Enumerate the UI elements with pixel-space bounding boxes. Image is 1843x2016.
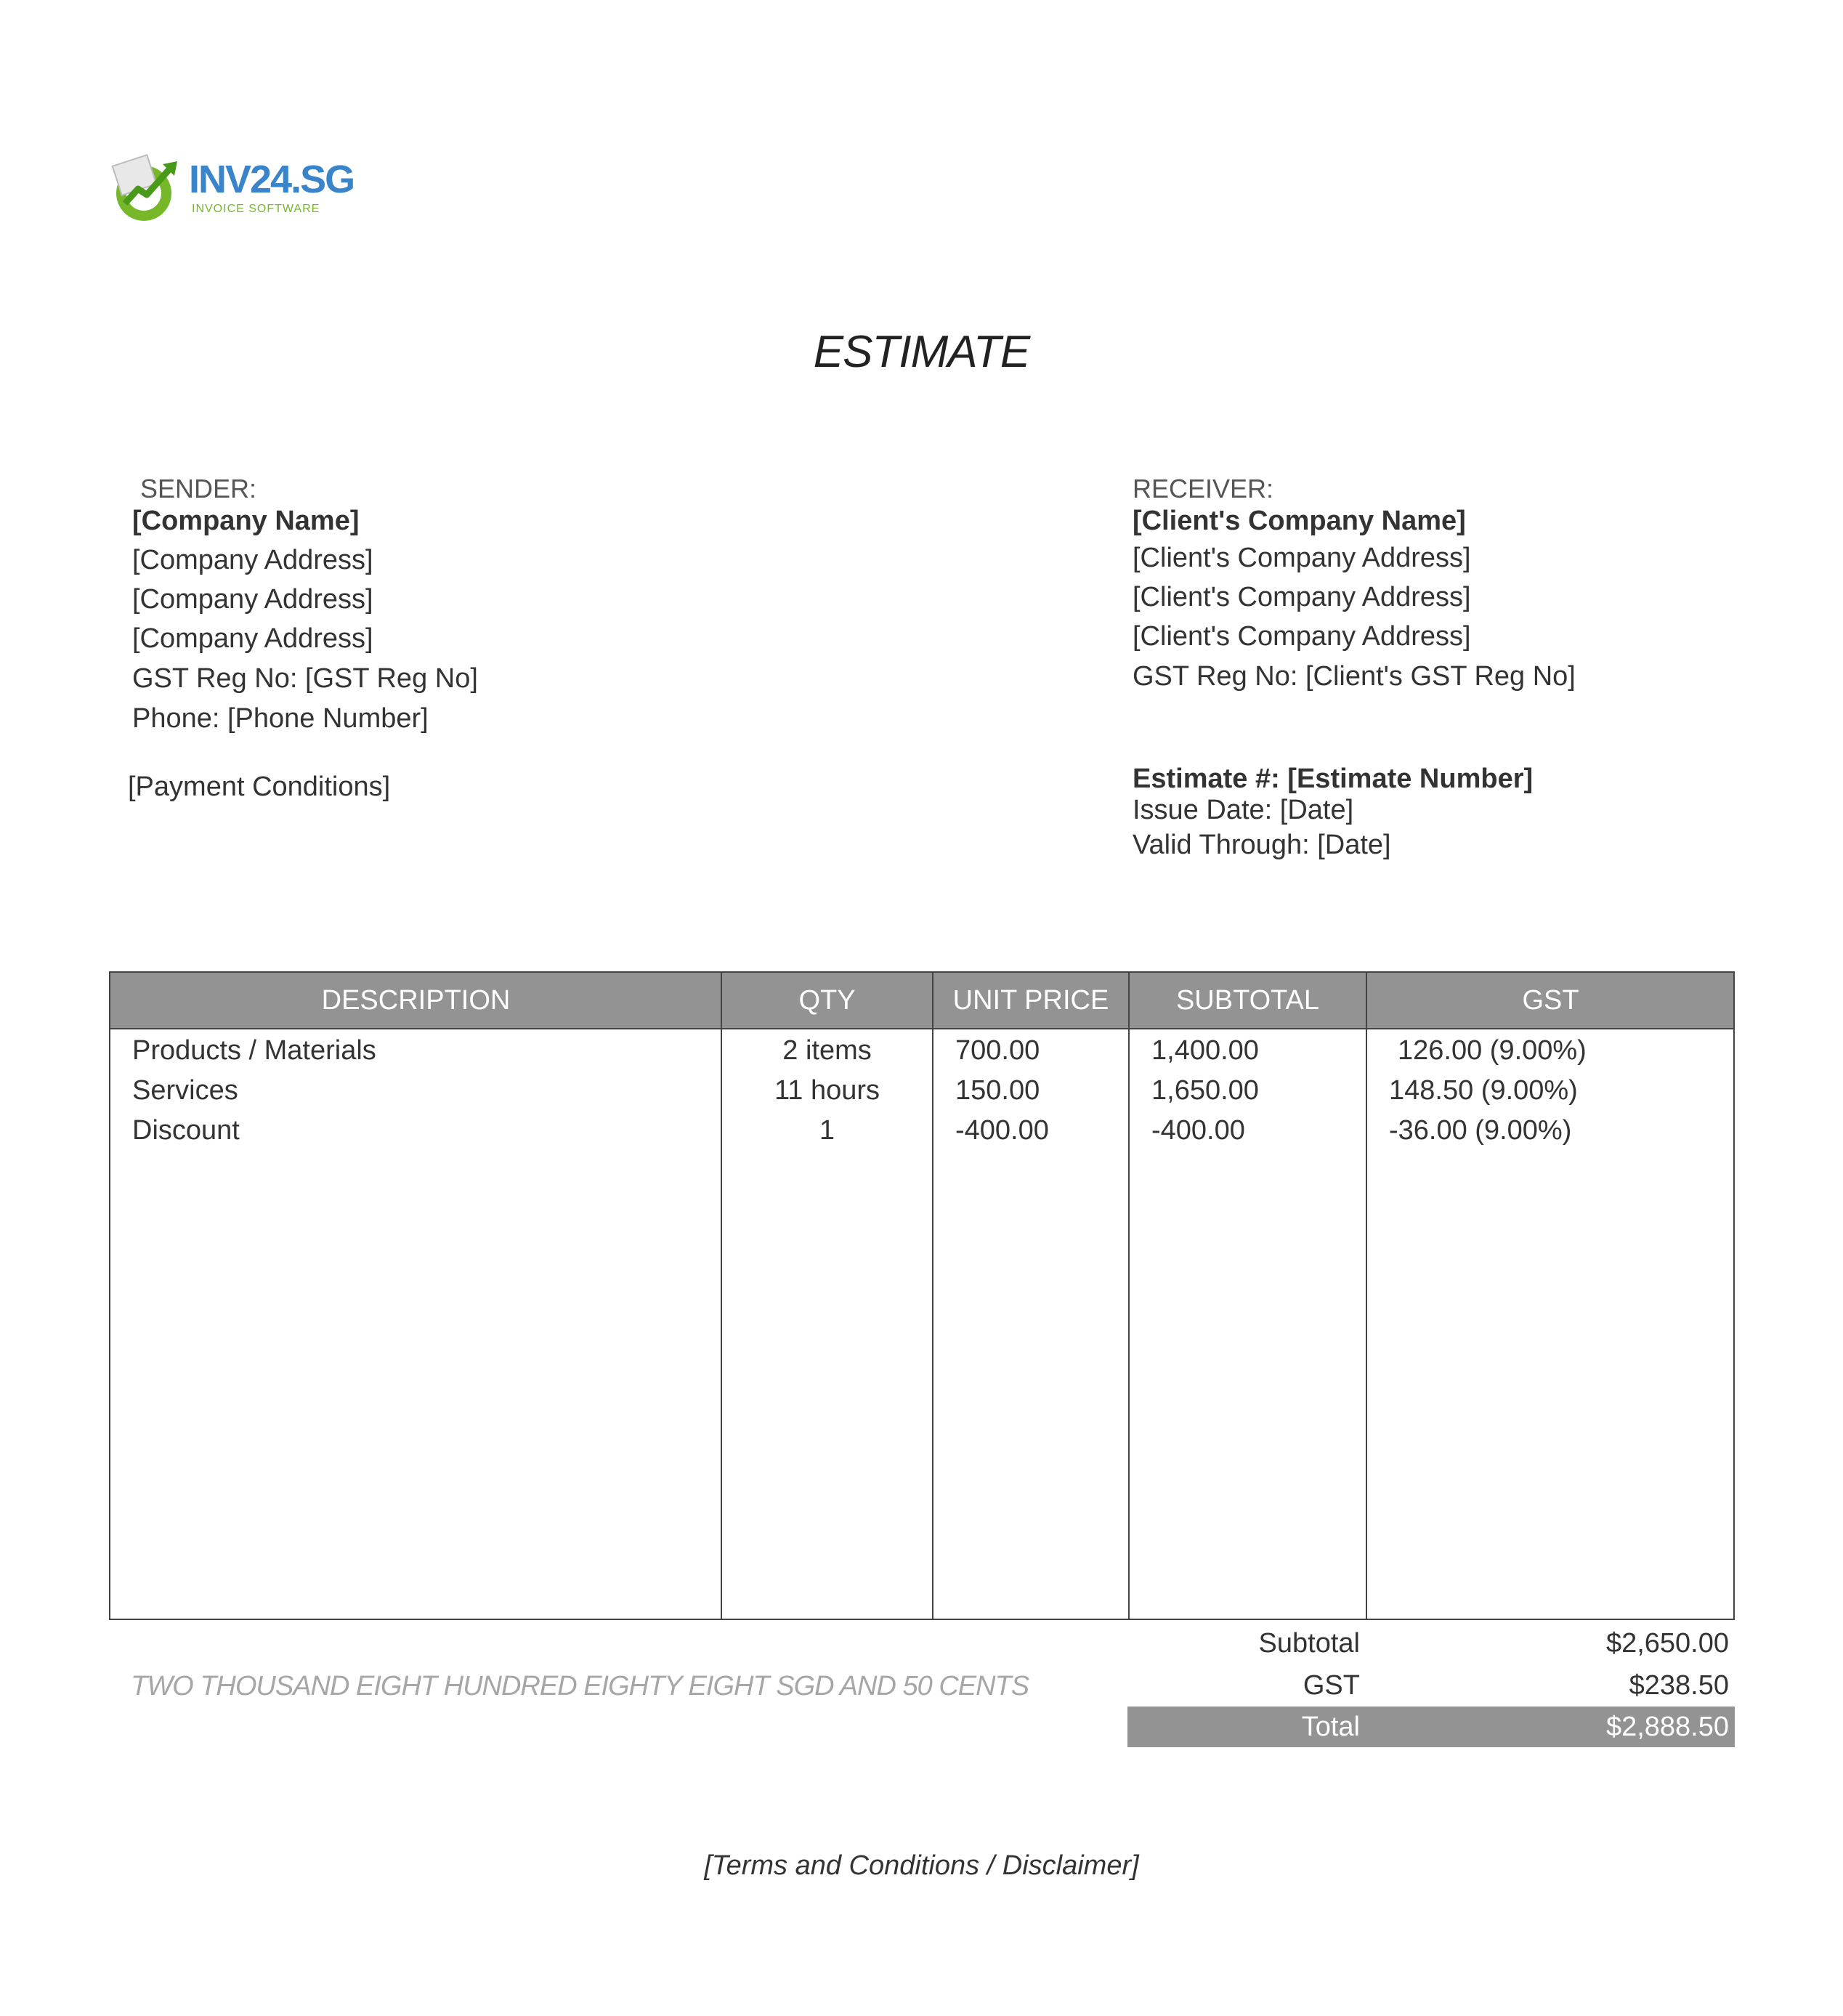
payment-conditions: [Payment Conditions] [128, 772, 391, 802]
valid-through: Valid Through: [Date] [1133, 830, 1391, 860]
gst-value: $238.50 [1629, 1670, 1729, 1701]
row-2-qty: 11 hours [774, 1075, 880, 1106]
sender-label: SENDER: [140, 474, 257, 503]
column-divider [1366, 973, 1367, 1619]
total-label: Total [1301, 1712, 1360, 1742]
row-2-gst: 148.50 (9.00%) [1389, 1075, 1578, 1106]
row-3-subtotal: -400.00 [1151, 1115, 1245, 1146]
row-2-subtotal: 1,650.00 [1151, 1075, 1259, 1106]
row-1-unit-price: 700.00 [955, 1035, 1040, 1066]
gst-label: GST [1303, 1670, 1360, 1701]
logo [109, 151, 355, 231]
row-3-qty: 1 [819, 1115, 835, 1146]
amount-in-words: TWO THOUSAND EIGHT HUNDRED EIGHTY EIGHT SGD AND 50 CENTS [131, 1671, 1029, 1701]
logo-icon [109, 151, 182, 224]
sender-address-3: [Company Address] [132, 623, 373, 654]
subtotal-value: $2,650.00 [1605, 1628, 1729, 1659]
column-divider [1128, 973, 1130, 1619]
document-title: ESTIMATE [813, 327, 1030, 377]
row-3-unit-price: -400.00 [955, 1115, 1049, 1146]
row-1-qty: 2 items [782, 1035, 872, 1066]
header-description: DESCRIPTION [321, 985, 511, 1016]
logo-name: INV24.SG [189, 158, 355, 201]
terms-and-conditions: [Terms and Conditions / Disclaimer] [704, 1850, 1139, 1881]
row-3-description: Discount [132, 1115, 240, 1146]
column-divider [721, 973, 722, 1619]
row-2-unit-price: 150.00 [955, 1075, 1040, 1106]
sender-address-2: [Company Address] [132, 584, 373, 615]
row-1-description: Products / Materials [132, 1035, 376, 1066]
total-bar [1127, 1707, 1735, 1747]
receiver-address-2: [Client's Company Address] [1133, 582, 1471, 612]
header-subtotal: SUBTOTAL [1175, 985, 1320, 1016]
total-value: $2,888.50 [1605, 1712, 1729, 1742]
header-gst: GST [1522, 985, 1579, 1016]
receiver-company-name: [Client's Company Name] [1133, 506, 1466, 536]
items-table [109, 971, 1735, 1620]
issue-date: Issue Date: [Date] [1133, 795, 1354, 825]
header-unit-price: UNIT PRICE [952, 985, 1109, 1016]
receiver-gst-reg: GST Reg No: [Client's GST Reg No] [1133, 661, 1576, 692]
receiver-label: RECEIVER: [1133, 474, 1274, 503]
row-3-gst: -36.00 (9.00%) [1389, 1115, 1572, 1146]
table-header [110, 973, 1733, 1029]
row-1-gst: 126.00 (9.00%) [1398, 1035, 1587, 1066]
estimate-number: Estimate #: [Estimate Number] [1133, 764, 1534, 794]
header-qty: QTY [798, 985, 856, 1016]
row-2-description: Services [132, 1075, 238, 1106]
receiver-address-1: [Client's Company Address] [1133, 543, 1471, 573]
sender-company-name: [Company Name] [132, 506, 360, 536]
sender-address-1: [Company Address] [132, 545, 373, 575]
receiver-address-3: [Client's Company Address] [1133, 621, 1471, 652]
sender-gst-reg: GST Reg No: [GST Reg No] [132, 663, 478, 694]
column-divider [932, 973, 933, 1619]
sender-phone: Phone: [Phone Number] [132, 703, 429, 734]
row-1-subtotal: 1,400.00 [1151, 1035, 1259, 1066]
subtotal-label: Subtotal [1258, 1628, 1360, 1659]
logo-tagline: INVOICE SOFTWARE [192, 203, 320, 215]
